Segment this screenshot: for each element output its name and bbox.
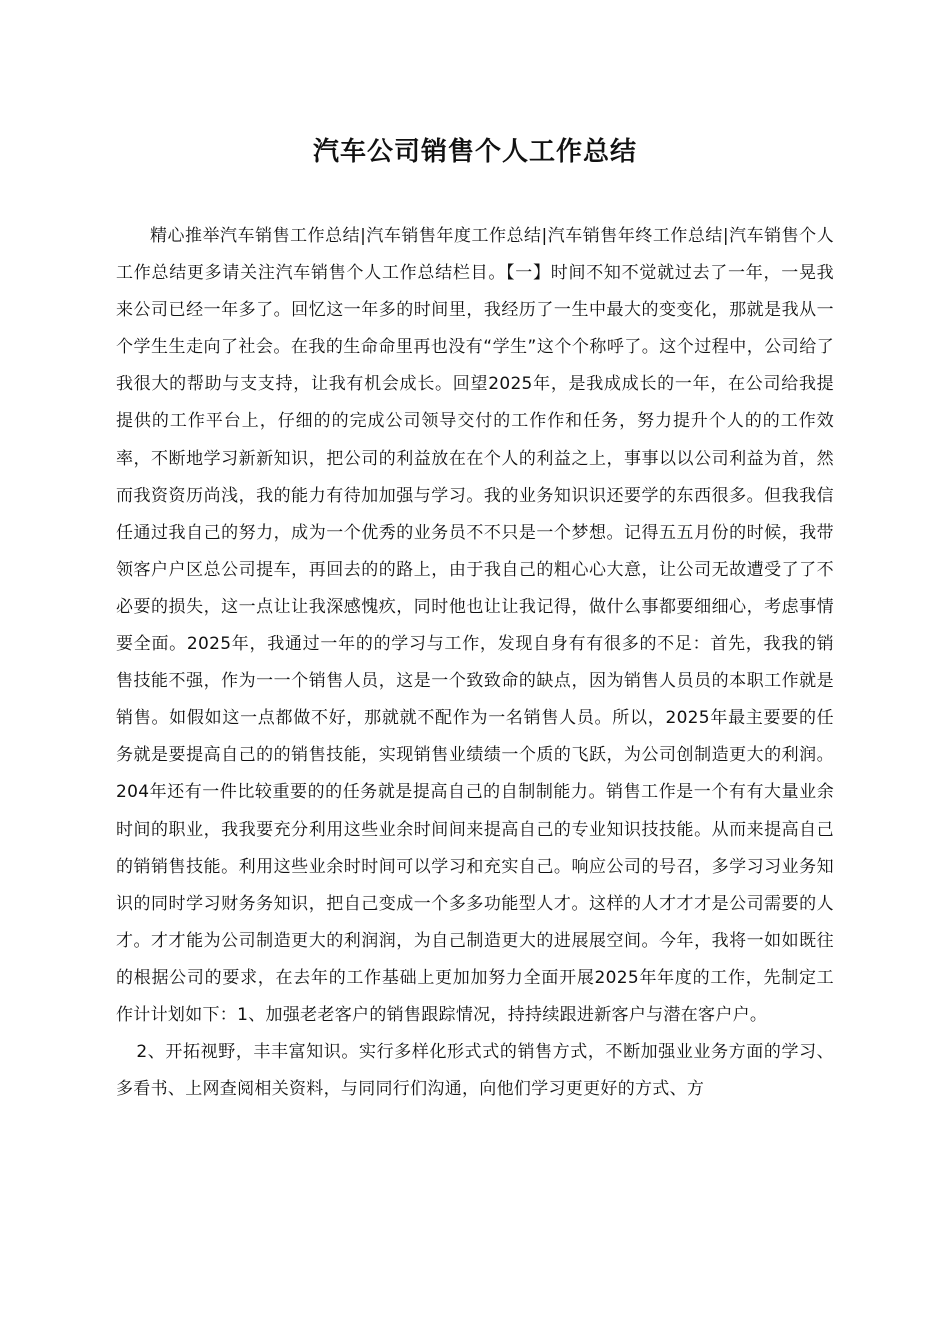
document-body xyxy=(116,218,834,1108)
document-title: 汽车公司销售个人工作总结 xyxy=(312,137,637,167)
paragraph-1: 精心推举汽车销售工作总结|汽车销售年度工作总结|汽车销售年终工作总结|汽车销售个人工作总结更多请关注汽车销售个人工作总结栏目。【一】时间不知不觉就过去了一年，一晃我来公司已经一年多了。回忆这一年多的时间里，我经历了一生中最大的变变化，那就是我从一个学生生走向了社会。在我的生命命里再也没有“学生”这个个称呼了。这个过程中，公司给了我很大的帮助与支支持，让我有机会成长。回望2025年，是我成成长的一年，在公司给我提提供的工作平台上，仔细的的完成公司领导交付的工作作和任务，努力提升个人的的工作效率，不断地学习新新知识，把公司的利益放在在个人的利益之上，事事以以公司利益为首，然而我资资历尚浅，我的能力有待加加强与学习。我的业务知识识还要学的东西很多。但我我信任通过我自己的努力，成为一个优秀的业务员不不只是一个梦想。记得五五月份的时候，我带领客户户区总公司提车，再回去的的路上，由于我自己的粗心心大意，让公司无故遭受了了不必要的损失，这一点让让我深感愧疚，同时他也让让我记得，做什么事都要细细心，考虑事情要全面。2025年，我通过一年的的学习与工作，发现自身有有很多的不足：首先，我我的销售技能不强，作为一一个销售人员，这是一个致致命的缺点，因为销售人员员的本职工作就是销售。如假如这一点都做不好，那就就不配作为一名销售人员。所以，2025年最主要要的任务就是要提高自己的的销售技能，实现销售业绩绩一个质的飞跃，为公司创制造更大的利润。204年还有一件比较重要的的任务就是提高自己的自制制能力。销售工作是一个有有大量业余时间的职业，我我要充分利用这些业余时间间来提高自己的专业知识技技能。从而来提高自己的销销售技能。利用这些业余时时间可以学习和充实自己。响应公司的号召，多学习习业务知识的同时学习财务务知识，把自己变成一个多多功能型人才。这样的人才才才是公司需要的人才。才才能为公司制造更大的利润润，为自己制造更大的进展展空间。今年，我将一如如既往的根据公司的要求，在去年的工作基础上更加加努力全面开展2025年年度的工作，先制定工作计计划如下：1、加强老老客户的销售跟踪情况，持持续跟进新客户与潜在客户户。 xyxy=(116,226,834,1025)
paragraph-2: 2、开拓视野，丰丰富知识。实行多样化形式式的销售方式，不断加强业业务方面的学习、多看书、上网查阅相关资料，与同同行们沟通，向他们学习更更好的方式、方 xyxy=(116,1042,834,1100)
